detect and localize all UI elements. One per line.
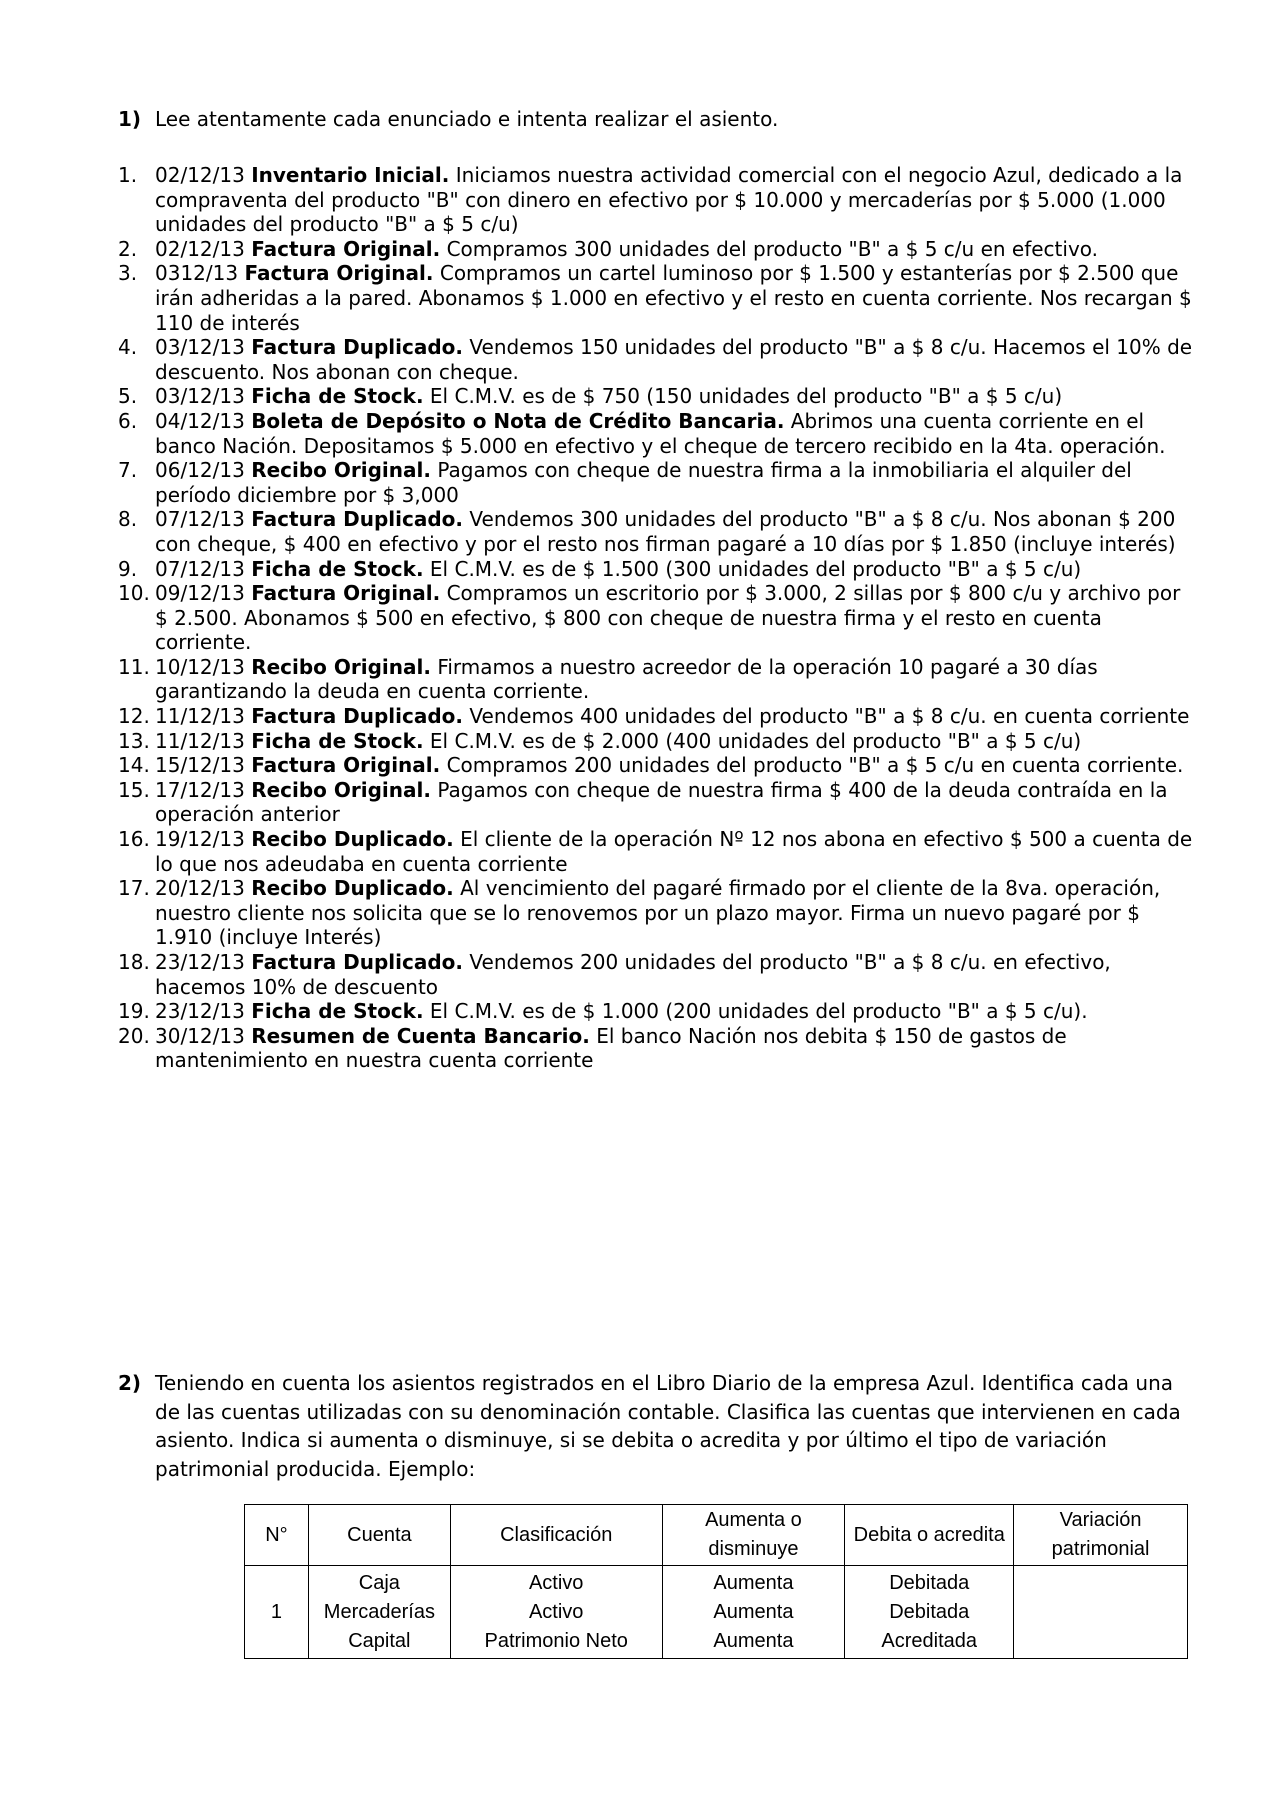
operation-item — [118, 1024, 1198, 1073]
section-2-heading — [118, 1369, 1198, 1483]
operation-description: Vendemos 300 unidades del producto "B" a $ 8 c/u. Nos abonan $ 200 con cheque, $ 400 en efectivo y por el resto nos firman pagaré a 10 días por $ 1.850 (incluye interés) — [155, 507, 1176, 556]
operation-number: 12. — [118, 704, 150, 729]
operation-description: El C.M.V. es de $ 2.000 (400 unidades del producto "B" a $ 5 c/u) — [429, 728, 1082, 753]
operation-document-type: Ficha de Stock. — [251, 999, 424, 1024]
operation-number: 4. — [118, 335, 138, 360]
operation-document-type: Ficha de Stock. — [251, 728, 424, 753]
operation-document-type: Inventario Inicial. — [251, 163, 450, 187]
cell-aumenta-disminuye: Aumenta Aumenta Aumenta — [662, 1566, 845, 1659]
cell-cuenta: Caja Mercaderías Capital — [308, 1566, 450, 1659]
operation-item — [118, 507, 1198, 556]
operation-description: Al vencimiento del pagaré firmado por el cliente de la 8va. operación, nuestro cliente nos solicita que se lo renovemos por un plazo mayor. Firma un nuevo pagaré por $ 1.910 (incluye Interés) — [155, 876, 1161, 950]
operation-number: 20. — [118, 1023, 150, 1048]
operation-date: 07/12/13 — [155, 556, 245, 581]
operation-number: 5. — [118, 384, 138, 409]
operation-item — [118, 729, 1198, 754]
section-2-number: 2) — [118, 1371, 142, 1395]
operation-number: 8. — [118, 507, 138, 532]
operation-description: Vendemos 400 unidades del producto "B" a $ 8 c/u. en cuenta corriente — [469, 704, 1190, 729]
operation-date: 30/12/13 — [155, 1023, 245, 1048]
operation-number: 7. — [118, 458, 138, 483]
operation-document-type: Boleta de Depósito o Nota de Crédito Bancaria. — [251, 408, 785, 433]
operation-date: 02/12/13 — [155, 163, 245, 187]
section-2-instruction: Teniendo en cuenta los asientos registrados en el Libro Diario de la empresa Azul. Identifica cada una de las cuentas utilizadas con su denominación contable. Clasifica las cuentas que intervienen en cada asiento. Indica si aumenta o disminuye, si se debita o acredita y por último el tipo de variación patrimonial producida. Ejemplo: — [155, 1371, 1181, 1481]
operation-document-type: Ficha de Stock. — [251, 384, 424, 409]
operation-item — [118, 876, 1198, 950]
operation-document-type: Factura Original. — [251, 753, 441, 778]
operation-date: 11/12/13 — [155, 704, 245, 729]
operation-document-type: Resumen de Cuenta Bancario. — [251, 1023, 590, 1048]
operation-description: Iniciamos nuestra actividad comercial con el negocio Azul, dedicado a la compraventa del producto "B" con dinero en efectivo por $ 10.000 y mercaderías por $ 5.000 (1.000 unidades del producto "B" a $ 5 c/u) — [155, 163, 1183, 237]
header-aumenta-disminuye: Aumenta o disminuye — [662, 1505, 845, 1566]
operation-date: 19/12/13 — [155, 827, 245, 852]
operation-description: Abrimos una cuenta corriente en el banco Nación. Depositamos $ 5.000 en efectivo y el cheque de tercero recibido en la 4ta. operación. — [155, 408, 1166, 458]
operation-item — [118, 704, 1198, 729]
operation-date: 0312/13 — [155, 261, 239, 286]
operation-description: Compramos 200 unidades del producto "B" a $ 5 c/u en cuenta corriente. — [446, 753, 1184, 778]
operation-date: 02/12/13 — [155, 236, 245, 261]
operation-date: 03/12/13 — [155, 384, 245, 409]
operation-description: El cliente de la operación Nº 12 nos abona en efectivo $ 500 a cuenta de lo que nos adeudaba en cuenta corriente — [155, 827, 1193, 876]
operation-date: 10/12/13 — [155, 654, 245, 679]
operation-item — [118, 753, 1198, 778]
operation-item — [118, 999, 1198, 1024]
operation-number: 11. — [118, 654, 150, 679]
operation-number: 17. — [118, 876, 150, 901]
operation-item — [118, 237, 1198, 262]
operation-description: Pagamos con cheque de nuestra firma a la inmobiliaria el alquiler del período diciembre por $ 3,000 — [155, 458, 1132, 507]
operation-description: El C.M.V. es de $ 750 (150 unidades del producto "B" a $ 5 c/u) — [429, 384, 1063, 409]
operation-number: 2. — [118, 236, 138, 261]
operation-item — [118, 409, 1198, 458]
operation-document-type: Recibo Original. — [251, 458, 431, 483]
operation-document-type: Factura Original. — [244, 261, 434, 286]
operation-date: 03/12/13 — [155, 335, 245, 360]
operation-date: 23/12/13 — [155, 950, 245, 974]
operation-description: Compramos un cartel luminoso por $ 1.500 y estanterías por $ 2.500 que irán adheridas a la pared. Abonamos $ 1.000 en efectivo y el resto en cuenta corriente. Nos recargan $ 110 de interés — [155, 261, 1192, 335]
operation-date: 11/12/13 — [155, 728, 245, 753]
operation-document-type: Factura Duplicado. — [251, 704, 464, 729]
operation-date: 09/12/13 — [155, 581, 245, 606]
operation-document-type: Factura Original. — [251, 236, 441, 261]
operation-document-type: Recibo Original. — [251, 654, 431, 679]
operation-description: Pagamos con cheque de nuestra firma $ 400 de la deuda contraída en la operación anterior — [155, 777, 1168, 827]
section-1-heading — [118, 107, 1198, 132]
operation-document-type: Factura Duplicado. — [251, 507, 464, 532]
operation-description: El C.M.V. es de $ 1.500 (300 unidades del producto "B" a $ 5 c/u) — [429, 556, 1082, 581]
operation-item — [118, 827, 1198, 876]
operation-number: 19. — [118, 999, 150, 1024]
header-cuenta: Cuenta — [308, 1505, 450, 1566]
table-row — [245, 1566, 1188, 1659]
operation-date: 20/12/13 — [155, 876, 245, 901]
operation-document-type: Recibo Original. — [251, 777, 431, 802]
operation-document-type: Factura Duplicado. — [251, 950, 464, 974]
operation-description: El C.M.V. es de $ 1.000 (200 unidades del producto "B" a $ 5 c/u). — [429, 999, 1088, 1024]
operation-description: Compramos 300 unidades del producto "B" a $ 5 c/u en efectivo. — [446, 236, 1099, 261]
operation-description: El banco Nación nos debita $ 150 de gastos de mantenimiento en nuestra cuenta corriente — [155, 1023, 1067, 1073]
operation-date: 23/12/13 — [155, 999, 252, 1024]
operation-number: 3. — [118, 261, 138, 286]
table-header-row — [245, 1505, 1188, 1566]
operation-date: 04/12/13 — [155, 408, 245, 433]
operation-number: 18. — [118, 950, 150, 974]
operation-number: 6. — [118, 408, 138, 433]
operation-document-type: Factura Duplicado. — [251, 335, 464, 360]
operation-date: 17/12/13 — [155, 777, 245, 802]
operation-item — [118, 950, 1198, 999]
operation-item — [118, 163, 1198, 237]
header-clasificacion: Clasificación — [450, 1505, 662, 1566]
cell-debita-acredita: Debitada Debitada Acreditada — [845, 1566, 1014, 1659]
section-1-number: 1) — [118, 107, 142, 131]
operation-description: Compramos un escritorio por $ 3.000, 2 sillas por $ 800 c/u y archivo por $ 2.500. Abonamos $ 500 en efectivo, $ 800 con cheque de nuestra firma y el resto en cuenta corriente. — [155, 581, 1181, 655]
operation-item — [118, 557, 1198, 582]
operation-item — [118, 261, 1198, 335]
operation-number: 15. — [118, 777, 150, 802]
operation-number: 1. — [118, 163, 138, 187]
operation-item — [118, 581, 1198, 655]
operation-description: Vendemos 200 unidades del producto "B" a $ 8 c/u. en efectivo, hacemos 10% de descuento — [155, 950, 1111, 999]
operation-item — [118, 458, 1198, 507]
operation-description: Firmamos a nuestro acreedor de la operación 10 pagaré a 30 días garantizando la deuda en cuenta corriente. — [155, 654, 1098, 704]
operations-list — [118, 163, 1198, 1073]
header-variacion-patrimonial: Variación patrimonial — [1014, 1505, 1188, 1566]
operation-document-type: Factura Original. — [251, 581, 441, 606]
operation-document-type: Recibo Duplicado. — [251, 876, 454, 901]
operation-number: 9. — [118, 556, 138, 581]
operation-item — [118, 655, 1198, 704]
operation-date: 07/12/13 — [155, 507, 245, 532]
operation-number: 10. — [118, 581, 150, 606]
header-numero: N° — [245, 1505, 309, 1566]
operation-item — [118, 778, 1198, 827]
operation-number: 13. — [118, 728, 150, 753]
operation-item — [118, 335, 1198, 384]
operation-number: 14. — [118, 753, 150, 778]
operation-date: 06/12/13 — [155, 458, 245, 483]
header-debita-acredita: Debita o acredita — [845, 1505, 1014, 1566]
operation-document-type: Ficha de Stock. — [251, 556, 424, 581]
operation-item — [118, 384, 1198, 409]
cell-clasificacion: Activo Activo Patrimonio Neto — [450, 1566, 662, 1659]
operation-description: Vendemos 150 unidades del producto "B" a $ 8 c/u. Hacemos el 10% de descuento. Nos abonan con cheque. — [155, 335, 1193, 384]
example-table — [244, 1504, 1188, 1659]
cell-numero: 1 — [245, 1566, 309, 1659]
operation-date: 15/12/13 — [155, 753, 245, 778]
operation-document-type: Recibo Duplicado. — [251, 827, 454, 852]
operation-number: 16. — [118, 827, 150, 852]
cell-variacion-patrimonial — [1014, 1566, 1188, 1659]
section-1-instruction: Lee atentamente cada enunciado e intenta realizar el asiento. — [155, 107, 779, 131]
